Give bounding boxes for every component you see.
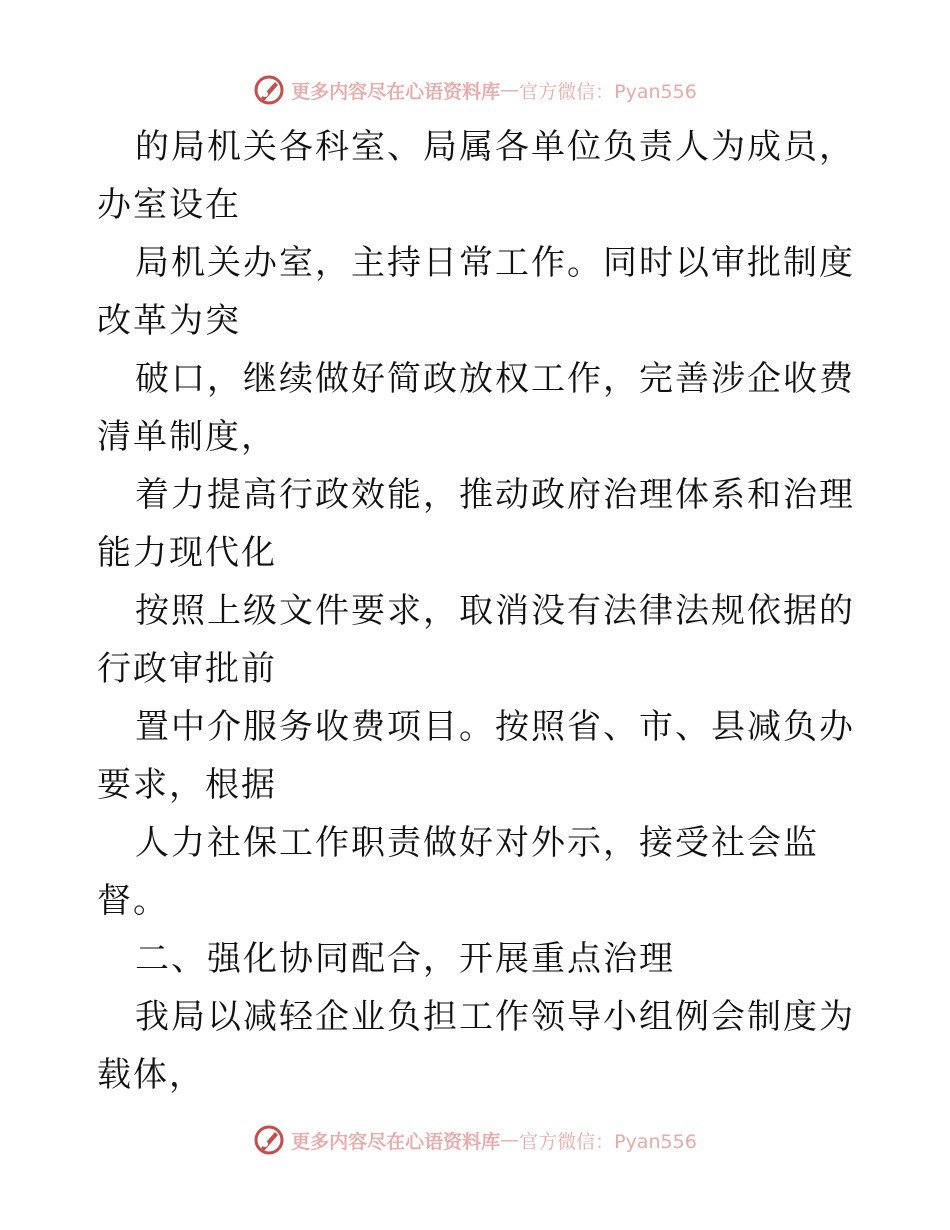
logo-icon (253, 74, 285, 106)
banner-separator: — (500, 1129, 520, 1151)
paragraph: 我局以减轻企业负担工作领导小组例会制度为载体， (97, 997, 855, 1095)
paragraph: 置中介服务收费项目。按照省、市、县减负办要求，根据 (97, 707, 855, 805)
banner-site-text: 更多内容尽在心语资料库 (291, 80, 501, 103)
paragraph: 着力提高行政效能，推动政府治理体系和治理能力现代化 (97, 475, 855, 573)
document-body (97, 118, 857, 1104)
paragraph: 人力社保工作职责做好对外示，接受社会监督。 (97, 823, 819, 921)
paragraph: 按照上级文件要求，取消没有法律法规依据的行政审批前 (97, 591, 855, 689)
paragraph: 的局机关各科室、局属各单位负责人为成员，办室设在 (97, 127, 855, 225)
header-banner (0, 72, 950, 108)
banner-wechat-text: 官方微信：Pyan556 (519, 1130, 697, 1153)
footer-banner (0, 1122, 950, 1158)
paragraph: 破口，继续做好简政放权工作，完善涉企收费清单制度， (97, 359, 855, 457)
paragraph: 局机关办室，主持日常工作。同时以审批制度改革为突 (97, 243, 855, 341)
banner-site-text: 更多内容尽在心语资料库 (291, 1130, 501, 1153)
banner-separator: — (500, 79, 520, 101)
section-heading: 二、强化协同配合，开展重点治理 (135, 939, 675, 979)
banner-wechat-text: 官方微信：Pyan556 (519, 80, 697, 103)
logo-icon (253, 1124, 285, 1156)
